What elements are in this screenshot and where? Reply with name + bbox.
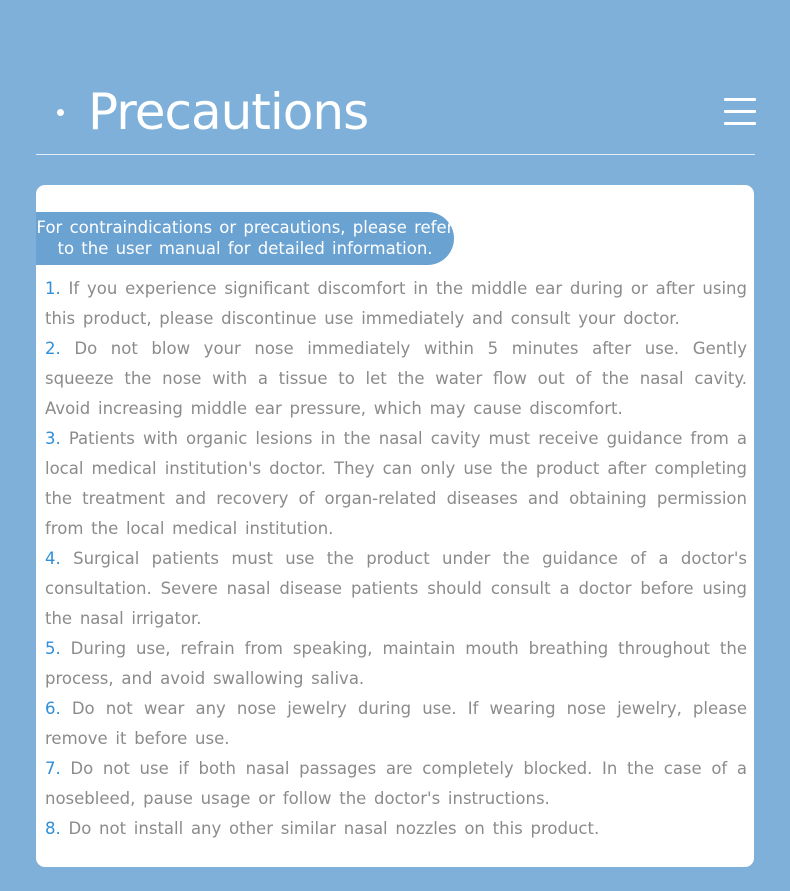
item-text: Do not install any other similar nasal nozzles on this product. (68, 819, 600, 838)
item-text: Patients with organic lesions in the nasal cavity must receive guidance from a local medical institution's doctor. They can only use the product after completing the treatment and recovery of organ-related diseases and obtaining permission from the local medical institution. (45, 429, 747, 538)
precaution-item (45, 634, 747, 694)
menu-bar (724, 98, 756, 101)
precaution-item (45, 544, 747, 634)
notice-line-1: For contraindications or precautions, please refer (36, 218, 454, 237)
hamburger-menu-icon[interactable] (724, 97, 756, 127)
menu-bar (724, 110, 756, 113)
item-text: Do not use if both nasal passages are completely blocked. In the case of a nosebleed, pause usage or follow the doctor's instructions. (45, 759, 748, 808)
precaution-list (45, 274, 747, 844)
item-number: 2. (45, 339, 61, 358)
item-number: 6. (45, 699, 61, 718)
item-text: During use, refrain from speaking, maintain mouth breathing throughout the process, and avoid swallowing saliva. (45, 639, 747, 688)
item-number: 8. (45, 819, 61, 838)
item-number: 7. (45, 759, 61, 778)
content-card (36, 185, 754, 867)
item-text: Do not wear any nose jewelry during use. If wearing nose jewelry, please remove it before use. (45, 699, 747, 748)
item-text: If you experience significant discomfort in the middle ear during or after using this product, please discontinue use immediately and consult your doctor. (45, 279, 747, 328)
item-number: 1. (45, 279, 61, 298)
item-text: Do not blow your nose immediately within 5 minutes after use. Gently squeeze the nose with a tissue to let the water flow out of the nasal cavity. Avoid increasing middle ear pressure, which may cause discomfort. (45, 339, 748, 418)
notice-line-2: to the user manual for detailed information. (57, 239, 433, 258)
precaution-item (45, 334, 747, 424)
title-bullet-icon (57, 109, 64, 116)
item-number: 4. (45, 549, 61, 568)
precaution-item (45, 814, 747, 844)
item-text: Surgical patients must use the product under the guidance of a doctor's consultation. Severe nasal disease patients should consult a doctor before using the nasal irrigator. (45, 549, 747, 628)
precaution-item (45, 694, 747, 754)
precaution-item (45, 274, 747, 334)
header-divider (36, 154, 755, 155)
item-number: 3. (45, 429, 61, 448)
notice-banner (36, 212, 454, 265)
menu-bar (724, 122, 756, 125)
item-number: 5. (45, 639, 61, 658)
page-title: Precautions (88, 83, 369, 141)
precaution-item (45, 754, 747, 814)
precaution-item (45, 424, 747, 544)
